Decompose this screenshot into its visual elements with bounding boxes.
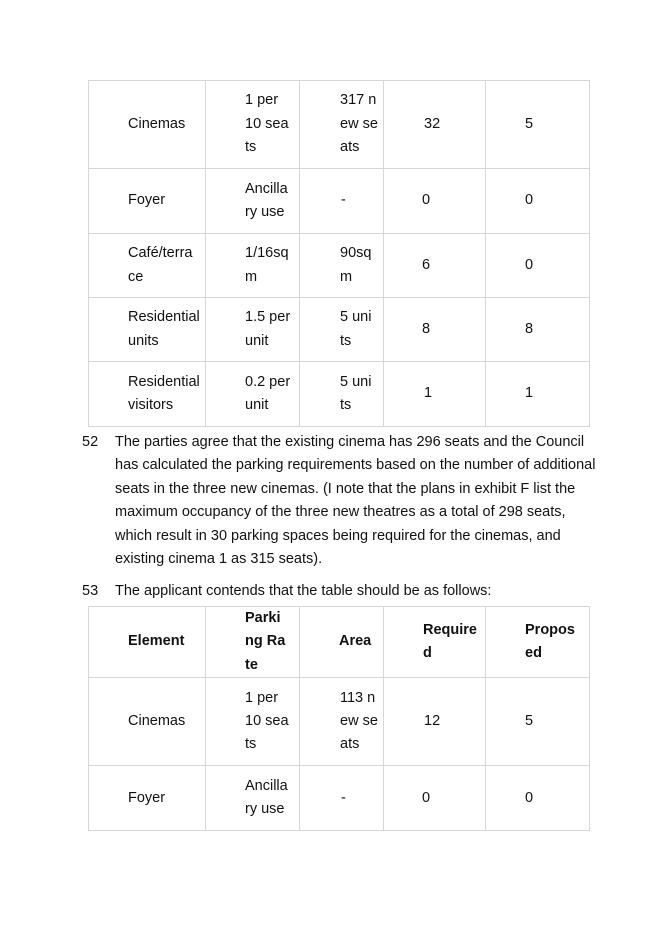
table-cell: 12 (384, 678, 486, 766)
table-cell: 1 (486, 362, 590, 427)
table-cell: 0 (486, 766, 590, 831)
table-cell: 317 new seats (300, 81, 384, 169)
table-row (89, 298, 590, 362)
table-cell: 0 (486, 234, 590, 298)
table-header-cell: Proposed (486, 607, 590, 678)
table-cell: Ancillary use (206, 766, 300, 831)
paragraph-text: The parties agree that the existing cinema has 296 seats and the Council has calculated the parking requirements based on the number of additional seats in the three new cinemas. (I note that the plans in exhibit F list the maximum occupancy of the three new theatres as a total of 298 seats, which result in 30 parking spaces being required for the cinemas, and existing cinema 1 as 315 seats). (115, 434, 596, 568)
table-cell: 32 (384, 81, 486, 169)
table-cell: 1 per 10 seats (206, 81, 300, 169)
table-row (89, 766, 590, 831)
paragraph-number: 53 (82, 583, 99, 599)
table-cell: 5 units (300, 362, 384, 427)
table-cell: 8 (384, 298, 486, 362)
table-cell: 1/16sqm (206, 234, 300, 298)
parking-table-applicant (88, 606, 590, 831)
table-header-cell: Required (384, 607, 486, 678)
table-row (89, 234, 590, 298)
paragraph-number: 52 (82, 434, 99, 450)
table-cell: 8 (486, 298, 590, 362)
table-cell: 113 new seats (300, 678, 384, 766)
table-cell: 0 (384, 169, 486, 234)
table-cell: 6 (384, 234, 486, 298)
table-cell: 0.2 per unit (206, 362, 300, 427)
paragraph-text: The applicant contends that the table should be as follows: (115, 583, 492, 599)
table-cell: 90sqm (300, 234, 384, 298)
parking-table-council (88, 80, 590, 427)
table-row (89, 362, 590, 427)
table-header-row (89, 607, 590, 678)
table-cell: 0 (384, 766, 486, 831)
table-cell: 5 (486, 678, 590, 766)
table-cell: 1 per 10 seats (206, 678, 300, 766)
table-cell: Ancillary use (206, 169, 300, 234)
table-cell: 0 (486, 169, 590, 234)
table-cell: 1 (384, 362, 486, 427)
table-header-cell: Parking Rate (206, 607, 300, 678)
table-cell: 5 (486, 81, 590, 169)
paragraph-52 (82, 431, 602, 571)
table-cell: Residential units (89, 298, 206, 362)
paragraph-53 (82, 580, 602, 603)
table-cell: - (300, 766, 384, 831)
table-row (89, 678, 590, 766)
table-row (89, 81, 590, 169)
table-cell: Cinemas (89, 678, 206, 766)
table-cell: Foyer (89, 766, 206, 831)
table-cell: Cinemas (89, 81, 206, 169)
table-cell: 5 units (300, 298, 384, 362)
table-cell: 1.5 per unit (206, 298, 300, 362)
table-cell: Café/terrace (89, 234, 206, 298)
table-row (89, 169, 590, 234)
table-cell: - (300, 169, 384, 234)
table-header-cell: Element (89, 607, 206, 678)
table-cell: Foyer (89, 169, 206, 234)
table-header-cell: Area (300, 607, 384, 678)
table-cell: Residential visitors (89, 362, 206, 427)
